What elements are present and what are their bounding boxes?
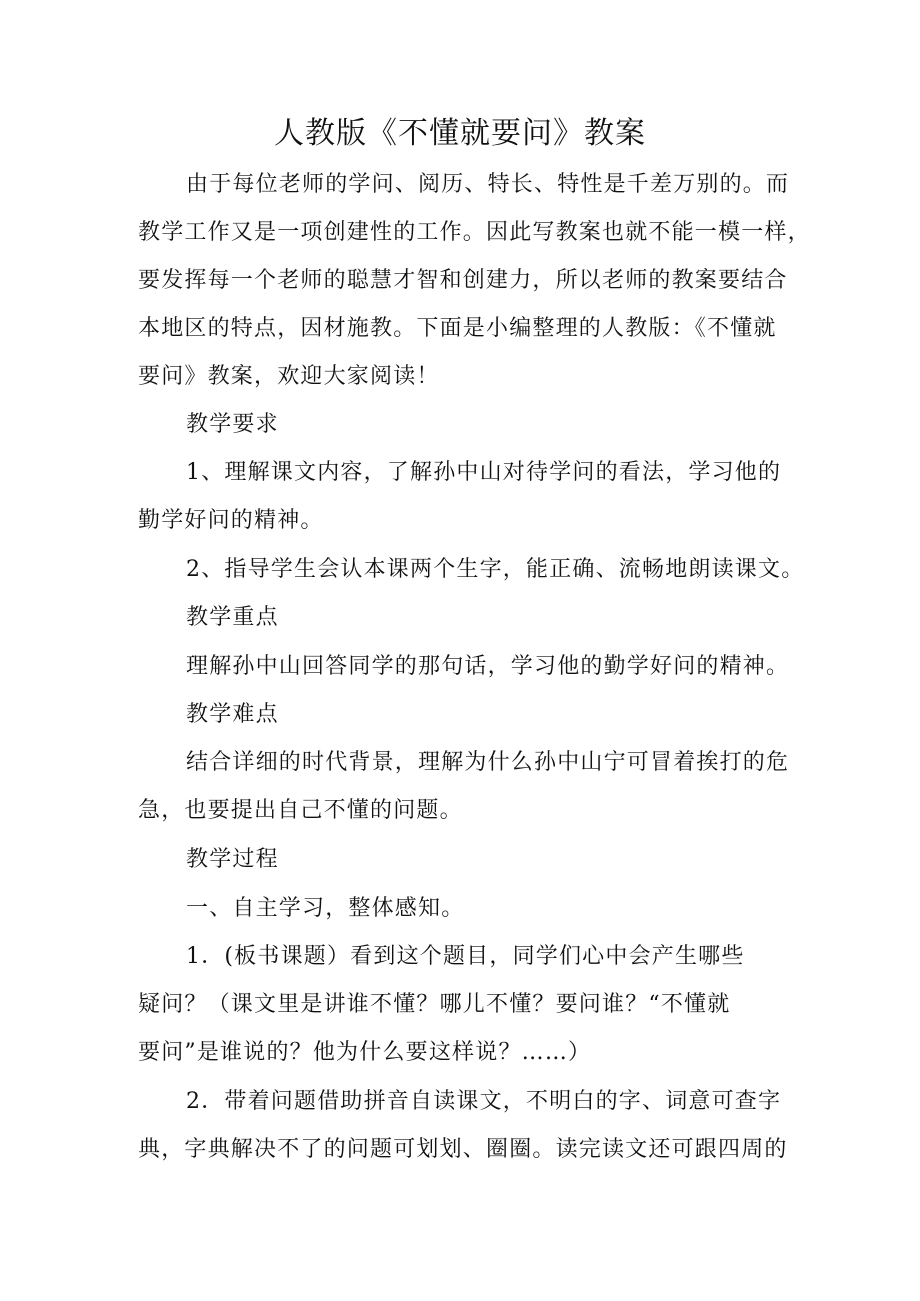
paragraph-line: 要问》教案，欢迎大家阅读！ [138, 364, 440, 389]
paragraph-line: 要发挥每一个老师的聪慧才智和创建力，所以老师的教案要结合 [138, 268, 788, 293]
paragraph-line: 2、指导学生会认本课两个生字，能正确、流畅地朗读课文。 [186, 557, 805, 582]
paragraph-line: 由于每位老师的学问、阅历、特长、特性是千差万别的。而 [186, 172, 790, 197]
paragraph-line: 1．(板书课题）看到这个题目，同学们心中会产生哪些 [186, 944, 745, 969]
paragraph-line: 典，字典解决不了的问题可划划、圈圈。读完读文还可跟四周的 [138, 1137, 788, 1162]
paragraph-line: 本地区的特点，因材施教。下面是小编整理的人教版：《不懂就 [138, 316, 777, 341]
paragraph-line: 教学工作又是一项创建性的工作。因此写教案也就不能一模一样， [138, 220, 811, 245]
paragraph-line: 疑问？（课文里是讲谁不懂？哪儿不懂？要问谁？“不懂就 [138, 992, 731, 1017]
paragraph-line: 1、理解课文内容，了解孙中山对待学问的看法，学习他的 [186, 460, 782, 485]
paragraph-line: 要问”是谁说的？他为什么要这样说？……） [138, 1040, 592, 1065]
paragraph-line: 2．带着问题借助拼音自读课文，不明白的字、词意可查字 [186, 1089, 782, 1114]
section-heading: 教学要求 [186, 412, 279, 437]
paragraph-line: 急，也要提出自己不懂的问题。 [138, 798, 463, 823]
paragraph-line: 结合详细的时代背景，理解为什么孙中山宁可冒着挨打的危 [186, 750, 790, 775]
paragraph-line: 勤学好问的精神。 [138, 508, 324, 533]
document-title: 人教版《不懂就要问》教案 [274, 116, 646, 151]
paragraph-line: 理解孙中山回答同学的那句话，学习他的勤学好问的精神。 [186, 654, 790, 679]
section-heading: 教学过程 [186, 847, 279, 872]
paragraph-line: 一、自主学习，整体感知。 [186, 896, 465, 921]
section-heading: 教学难点 [186, 702, 279, 727]
section-heading: 教学重点 [186, 605, 279, 630]
